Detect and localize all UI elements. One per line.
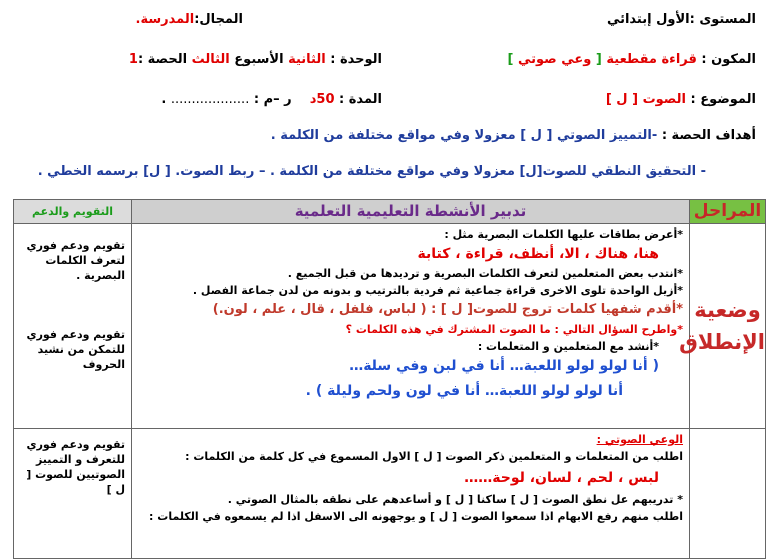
objectives-line-2: - التحقيق النطقي للصوت[ل] معزولا وفي مواقع مختلفة من الكلمة . – ربط الصوت. [ ل] برسمه الخطي . [37, 164, 706, 179]
activity-line: *انتدب بعض المتعلمين لتعرف الكلمات البصرية و ترديدها من قبل الجميع . [287, 267, 683, 280]
song-line-2: أنا لولو لولو اللعبة… أنا في لون ولحم وليلة ) . [305, 383, 623, 399]
unit-field: الوحدة : الثانية الأسبوع الثالث الحصة :1 [128, 52, 382, 67]
eval-visual-words: تقويم ودعم فوري لتعرف الكلمات البصرية . [26, 239, 125, 282]
activity-line: *أعرض بطاقات عليها الكلمات البصرية مثل : [444, 228, 683, 241]
activity-line: *أنشد مع المتعلمين و المتعلمات : [477, 340, 659, 353]
topic-field: الموضوع : الصوت [ ل ] [605, 92, 756, 107]
eval-cell-1 [14, 224, 132, 429]
activity-line: اطلب من المتعلمات و المتعلمين ذكر الصوت [ ل ] الاول المسموع في كل كلمة من الكلمات : [185, 450, 683, 463]
activity-line: *أقدم شفهيا كلمات تروج للصوت[ ل ] : ( لباس، فلفل ، قال ، علم ، لون.) [212, 302, 683, 317]
activity-line: اطلب منهم رفع الابهام اذا سمعوا الصوت [ ل ] و يوجهونه الى الاسفل اذا لم يسمعوه في الكلمات : [149, 510, 683, 523]
visual-words: هنا، هناك ، الا، أنظف، قراءة ، كتابة [417, 246, 659, 262]
activities-cell-1 [132, 224, 690, 429]
eval-phonemic: تقويم ودعم فوري للتعرف و التمييز الصوتيين للصوت [ ل ] [26, 438, 125, 496]
component-field: المكون : قراءة مقطعية [ وعي صوتي ] [507, 52, 756, 67]
level-label: المستوى :الأول إبتدائي [606, 12, 756, 27]
eval-cell-2 [14, 429, 132, 559]
domain-field: المجال:المدرسة. [135, 12, 243, 27]
activities-cell-2 [132, 429, 690, 559]
duration-field: المدة : 50د ر –م : ................... . [161, 92, 382, 107]
stage-launch: وضعية الإنطلاق [679, 298, 765, 354]
eval-song: تقويم ودعم فوري للتمكن من نشيد الحروف [26, 328, 125, 371]
stage-cell-launch [679, 224, 766, 429]
song-line-1: ( أنا لولو لولو اللعبة… أنا في لبن وفي سلة… [349, 358, 659, 374]
stages-header: المراحل [690, 200, 766, 224]
phonemic-awareness-title: الوعي الصوتي : [596, 433, 683, 446]
activity-line: *واطرح السؤال التالي : ما الصوت المشترك في هذه الكلمات ؟ [345, 323, 683, 336]
eval-header: التقويم والدعم [14, 200, 132, 224]
stage-cell-2 [690, 429, 766, 559]
activities-header: تدبير الأنشطة التعليمية التعلمية [132, 200, 690, 224]
example-words: لبس ، لحم ، لسان، لوحة…… [464, 470, 659, 486]
objectives-line-1: أهداف الحصة : -التمييز الصوتي [ ل ] معزولا وفي مواقع مختلفة من الكلمة . [270, 128, 756, 143]
activity-line: * تدريبهم عل نطق الصوت [ ل ] ساكنا [ ل ] و أساعدهم على نطقه بالمثال الصوتي . [227, 493, 683, 506]
activity-line: *أزيل الواحدة تلوى الاخرى قراءة جماعية ثم فردية بالترتيب و بدونه من لدن جماعة الفصل . [192, 284, 683, 297]
lesson-table [13, 199, 766, 559]
